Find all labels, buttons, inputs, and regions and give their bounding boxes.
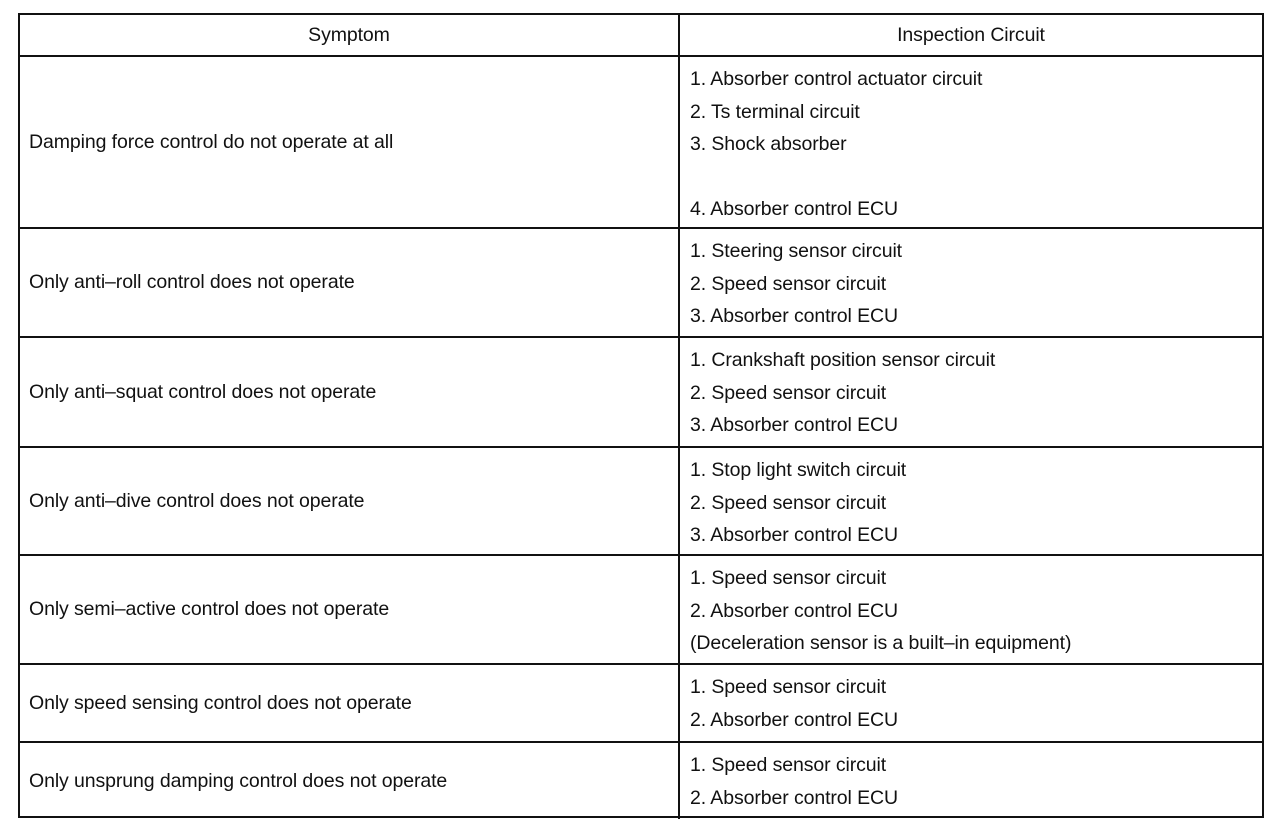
inspection-item: 2. Speed sensor circuit: [690, 491, 887, 514]
inspection-cell: [680, 665, 1262, 743]
inspection-item: 3. Absorber control ECU: [690, 305, 898, 327]
header-inspection-circuit: Inspection Circuit: [680, 15, 1262, 57]
inspection-cell: [680, 448, 1262, 556]
inspection-item: 4. Absorber control ECU: [690, 198, 898, 220]
inspection-item: 2. Absorber control ECU: [690, 786, 898, 809]
symptom-cell: Damping force control do not operate at all: [20, 57, 680, 229]
symptom-cell: Only unsprung damping control does not operate: [20, 743, 680, 819]
inspection-item: 1. Absorber control actuator circuit: [690, 68, 983, 90]
inspection-item: 2. Absorber control ECU: [690, 599, 898, 622]
inspection-cell: [680, 229, 1262, 338]
inspection-cell: [680, 556, 1262, 665]
inspection-item: 3. Absorber control ECU: [690, 524, 898, 546]
inspection-item: 1. Crankshaft position sensor circuit: [690, 349, 996, 371]
inspection-item: 2. Speed sensor circuit: [690, 381, 887, 404]
inspection-item: 3. Absorber control ECU: [690, 414, 898, 436]
symptom-cell: Only anti–roll control does not operate: [20, 229, 680, 338]
inspection-table: [18, 13, 1264, 818]
inspection-item: 1. Stop light switch circuit: [690, 459, 907, 481]
symptom-cell: Only anti–squat control does not operate: [20, 338, 680, 448]
inspection-item: 2. Ts terminal circuit: [690, 100, 860, 123]
inspection-item: 1. Speed sensor circuit: [690, 676, 887, 698]
inspection-cell: [680, 338, 1262, 448]
inspection-cell: [680, 743, 1262, 819]
inspection-note: (Deceleration sensor is a built–in equipment): [690, 632, 1072, 654]
symptom-cell: Only anti–dive control does not operate: [20, 448, 680, 556]
header-symptom: Symptom: [20, 15, 680, 57]
inspection-item: 2. Absorber control ECU: [690, 708, 898, 731]
inspection-item: 1. Steering sensor circuit: [690, 240, 902, 262]
inspection-cell: [680, 57, 1262, 229]
inspection-item: 1. Speed sensor circuit: [690, 754, 887, 776]
inspection-item: 3. Shock absorber: [690, 133, 847, 155]
line-spacer: [690, 166, 1262, 199]
inspection-item: 2. Speed sensor circuit: [690, 272, 887, 295]
symptom-cell: Only semi–active control does not operate: [20, 556, 680, 665]
symptom-cell: Only speed sensing control does not operate: [20, 665, 680, 743]
inspection-item: 1. Speed sensor circuit: [690, 567, 887, 589]
